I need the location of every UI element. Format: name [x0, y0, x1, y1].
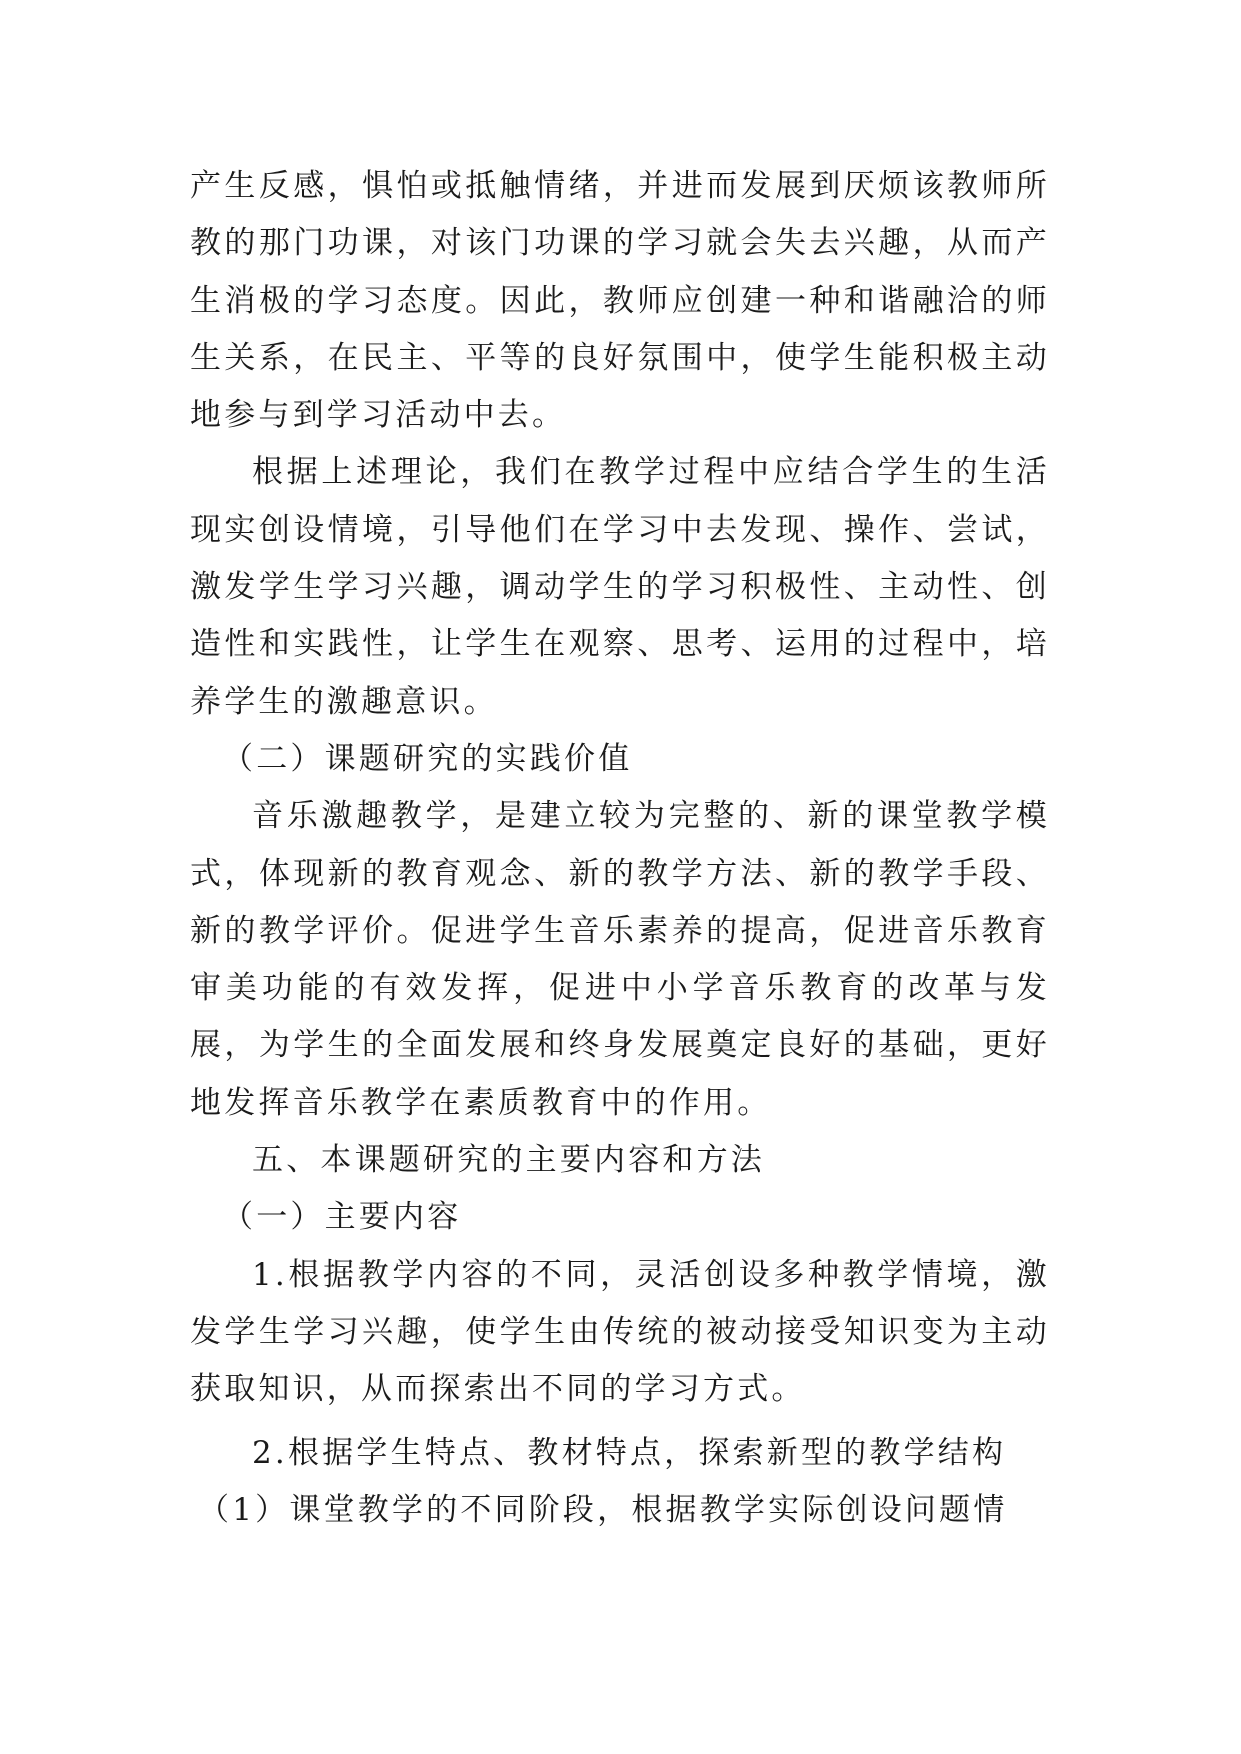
list-item-2-sub-1: （1）课堂教学的不同阶段，根据教学实际创设问题情 — [198, 1491, 1008, 1528]
paragraph-teacher-relationship: 产生反感，惧怕或抵触情绪，并进而发展到厌烦该教师所教的那门功课，对该门功课的学习就会失去兴趣，从而产生消极的学习态度。因此，教师应创建一种和谐融洽的师生关系，在民主、平等的良好氛围中，使学生能积极主动地参与到学习活动中去。 — [190, 168, 1050, 434]
paragraph-music-teaching: 音乐激趣教学，是建立较为完整的、新的课堂教学模式，体现新的教育观念、新的教学方法、新的教学手段、新的教学评价。促进学生音乐素养的提高，促进音乐教育审美功能的有效发挥，促进中小学音乐教育的改革与发展，为学生的全面发展和终身发展奠定良好的基础，更好地发挥音乐教学在素质教育中的作用。 — [190, 798, 1050, 1121]
subheading-practical-value: （二）课题研究的实践价值 — [222, 740, 633, 777]
document-page — [190, 158, 1050, 1539]
list-item-2: 2.根据学生特点、教材特点，探索新型的教学结构 — [252, 1434, 1007, 1471]
subheading-main-content: （一）主要内容 — [222, 1199, 462, 1236]
paragraph-theory-application: 根据上述理论，我们在教学过程中应结合学生的生活现实创设情境，引导他们在学习中去发现、操作、尝试，激发学生学习兴趣，调动学生的学习积极性、主动性、创造性和实践性，让学生在观察、思考、运用的过程中，培养学生的激趣意识。 — [190, 454, 1050, 720]
list-item-1: 1.根据教学内容的不同，灵活创设多种教学情境，激发学生学习兴趣，使学生由传统的被动接受知识变为主动获取知识，从而探索出不同的学习方式。 — [190, 1256, 1050, 1408]
heading-section-five: 五、本课题研究的主要内容和方法 — [252, 1142, 765, 1179]
